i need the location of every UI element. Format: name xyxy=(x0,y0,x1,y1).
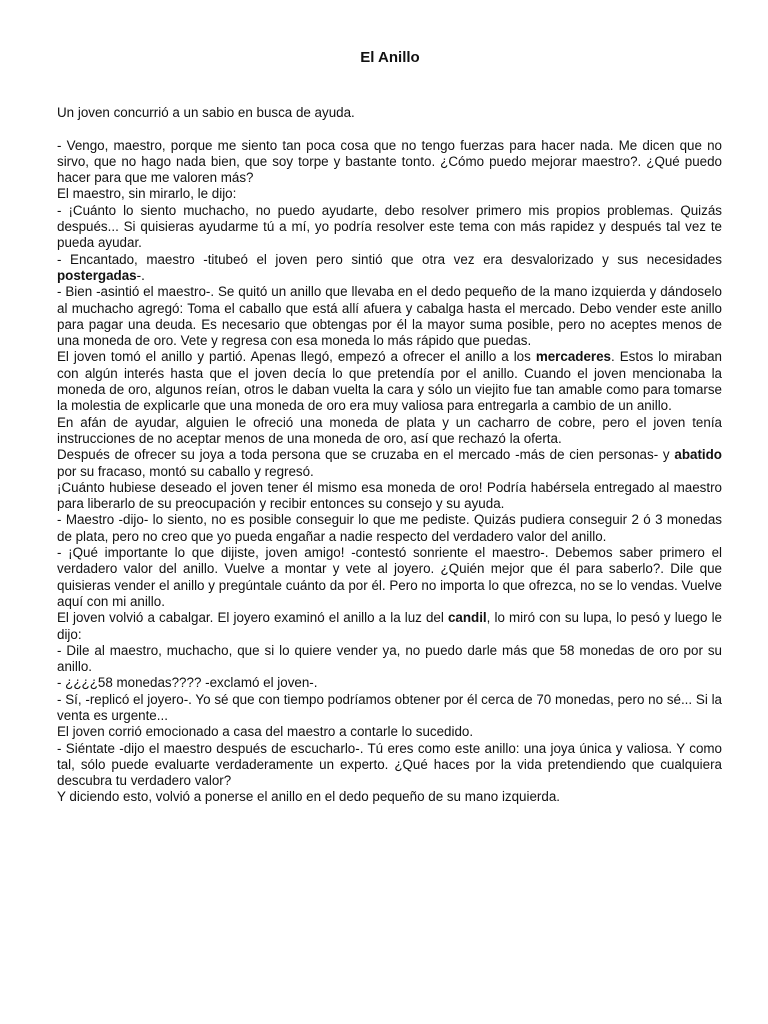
bold-word: mercaderes xyxy=(535,349,612,365)
paragraph-text: por su fracaso, montó su caballo y regresó. xyxy=(57,463,314,479)
paragraph-text: -. xyxy=(136,267,145,283)
paragraph xyxy=(57,724,722,740)
bold-word: postergadas xyxy=(57,267,137,283)
paragraph-text: - ¡Qué importante lo que dijiste, joven amigo! -contestó sonriente el maestro-. Debemos saber primero el verdadero valor del anillo. Vuelve a montar y vete al joyero. ¿Quién mejor que él para saberlo?. Dile que quisieras vender el anillo y pregúntale cuánto da por él. Pero no importa lo que ofrezca, no se lo vendas. Vuelve aquí con mi anillo. xyxy=(57,545,722,609)
paragraph-text: El joven tomó el anillo y partió. Apenas llegó, empezó a ofrecer el anillo a los xyxy=(57,349,536,365)
paragraph-text: - Vengo, maestro, porque me siento tan poca cosa que no tengo fuerzas para hacer nada. Me dicen que no sirvo, que no hago nada bien, que soy torpe y bastante tonto. ¿Cómo puedo mejorar maestro?. ¿Qué puedo hacer para que me valoren más? xyxy=(57,137,722,186)
paragraph-text: , lo miró con su lupa, lo pesó y luego le dijo: xyxy=(57,610,722,642)
paragraph xyxy=(57,545,722,610)
bold-word: abatido xyxy=(674,447,722,463)
paragraph xyxy=(57,692,722,725)
paragraph xyxy=(57,252,722,285)
paragraph-text: El joven volvió a cabalgar. El joyero examinó el anillo a la luz del xyxy=(57,610,448,626)
paragraph-text: El joven corrió emocionado a casa del maestro a contarle lo sucedido. xyxy=(57,724,474,740)
paragraph-text: Después de ofrecer su joya a toda persona que se cruzaba en el mercado -más de cien personas- y xyxy=(57,447,675,463)
paragraph-text: . Estos lo miraban con algún interés hasta que el joven decía lo que pretendía por el anillo. Cuando el joven mencionaba la moneda de oro, algunos reían, otros le daban vuelta la cara y sólo un viejito fue tan amable como para tomarse la molestia de explicarle que una moneda de oro era muy valiosa para entregarla a cambio de un anillo. xyxy=(57,349,722,414)
paragraph xyxy=(57,186,722,202)
document-body xyxy=(57,105,722,806)
paragraph-text: - ¿¿¿¿58 monedas???? -exclamó el joven-. xyxy=(57,675,318,691)
paragraph-text: - Dile al maestro, muchacho, que si lo quiere vender ya, no puedo darle más que 58 monedas de oro por su anillo. xyxy=(57,642,722,675)
paragraph xyxy=(57,447,722,480)
paragraph-text: El maestro, sin mirarlo, le dijo: xyxy=(57,186,237,202)
paragraph-text: - Bien -asintió el maestro-. Se quitó un anillo que llevaba en el dedo pequeño de la mano izquierda y dándoselo al muchacho agregó: Toma el caballo que está allí afuera y cabalga hasta el mercado. Debo vender este anillo para pagar una deuda. Es necesario que obtengas por él la mayor suma posible, pero no aceptes menos de una moneda de oro. Vete y regresa con esa moneda lo más rápido que puedas. xyxy=(57,284,722,349)
paragraph-text: - Siéntate -dijo el maestro después de escucharlo-. Tú eres como este anillo: una joya única y valiosa. Y como tal, sólo puede evaluarte verdaderamente un experto. ¿Qué haces por la vida pretendiendo que cualquiera descubra tu verdadero valor? xyxy=(57,740,722,789)
paragraph-text: ¡Cuánto hubiese deseado el joven tener él mismo esa moneda de oro! Podría habérsela entregado al maestro para liberarlo de su preocupación y recibir entonces su consejo y su ayuda. xyxy=(57,479,722,512)
bold-word: candil xyxy=(447,610,487,626)
paragraph xyxy=(57,203,722,252)
paragraph-gap xyxy=(57,121,722,137)
paragraph xyxy=(57,415,722,448)
paragraph-text: Un joven concurrió a un sabio en busca de ayuda. xyxy=(57,105,355,120)
paragraph xyxy=(57,284,722,349)
paragraph xyxy=(57,741,722,790)
paragraph xyxy=(57,138,722,187)
paragraph-intro xyxy=(57,105,722,121)
paragraph-text: En afán de ayudar, alguien le ofreció una moneda de plata y un cacharro de cobre, pero el joven tenía instrucciones de no aceptar menos de una moneda de oro, así que rechazó la oferta. xyxy=(57,414,722,446)
paragraph xyxy=(57,610,722,643)
paragraph-text: - Sí, -replicó el joyero-. Yo sé que con tiempo podríamos obtener por él cerca de 70 monedas, pero no sé... Si la venta es urgente... xyxy=(57,691,722,723)
paragraph xyxy=(57,480,722,513)
paragraph xyxy=(57,349,722,414)
paragraph-text: - Encantado, maestro -titubeó el joven pero sintió que otra vez era desvalorizado y sus necesidades xyxy=(57,251,722,267)
paragraph-text: Y diciendo esto, volvió a ponerse el anillo en el dedo pequeño de su mano izquierda. xyxy=(57,789,560,805)
paragraph-final xyxy=(57,789,722,805)
paragraph xyxy=(57,643,722,676)
paragraph xyxy=(57,512,722,545)
paragraph-text: - Maestro -dijo- lo siento, no es posible conseguir lo que me pediste. Quizás pudiera conseguir 2 ó 3 monedas de plata, pero no creo que yo pueda engañar a nadie respecto del verdadero valor del anillo. xyxy=(57,512,722,544)
document-title: El Anillo xyxy=(360,49,420,66)
paragraph xyxy=(57,675,722,691)
paragraph-text: - ¡Cuánto lo siento muchacho, no puedo ayudarte, debo resolver primero mis propios problemas. Quizás después... Si quisieras ayudarme tú a mí, yo podría resolver este tema con más rapidez y después tal vez te pueda ayudar. xyxy=(57,202,722,251)
